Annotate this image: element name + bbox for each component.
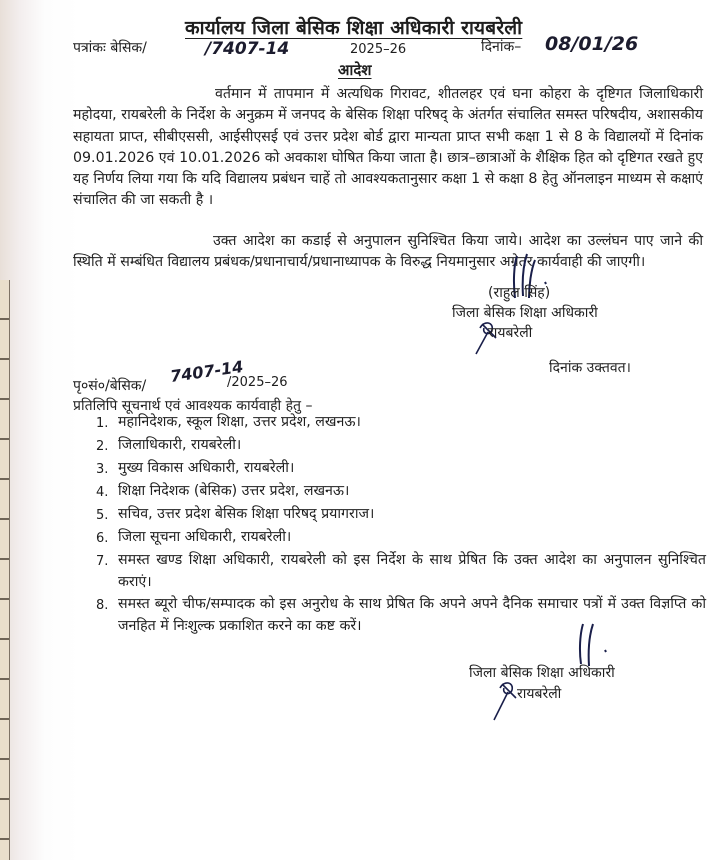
copy-recipient-list [96, 412, 706, 639]
list-item: 2. जिलाधिकारी, रायबरेली। [96, 436, 242, 454]
ref-number-handwritten: /7407-14 [205, 39, 290, 59]
list-item: 1. महानिदेशक, स्कूल शिक्षा, उत्तर प्रदेश, लखनऊ। [96, 414, 361, 431]
copy-ref-label: पृ०सं०/बेसिक/ [73, 378, 147, 394]
signatory-designation-1: जिला बेसिक शिक्षा अधिकारी [452, 305, 598, 321]
list-item: 8. समस्त ब्यूरो चीफ/सम्पादक को इस अनुरोध के साथ प्रेषित कि अपने अपने दैनिक समाचार पत्रों में उक्त विज्ञप्ति को जनहित में निःशुल्क प्रकाशित करने का कष्ट करें। [96, 596, 706, 635]
ref-year: 2025–26 [350, 42, 407, 57]
list-item: 5. सचिव, उत्तर प्रदेश बेसिक शिक्षा परिषद् प्रयागराज। [96, 505, 375, 523]
list-item: 4. शिक्षा निदेशक (बेसिक) उत्तर प्रदेश, लखनऊ। [96, 482, 350, 500]
order-paragraph-1: वर्तमान में तापमान में अत्यधिक गिरावट, शीतलहर एवं घना कोहरा के दृष्टिगत जिलाधिकारी महोदया, रायबरेली के निर्देश के अनुक्रम में जनपद के बेसिक शिक्षा परिषद् के अंतर्गत संचालित समस्त परिषदीय, अशासकीय सहायता प्राप्त, सीबीएससी, आईसीएसई एवं उत्तर प्रदेश बोर्ड द्वारा मान्यता प्राप्त सभी कक्षा 1 से 8 के विद्यालयों में दिनांक 09.01.2026 एवं 10.01.2026 को अवकाश घोषित किया जाता है। छात्र–छात्राओं के शैक्षिक हित को दृष्टिगत रखते हुए यह निर्णय लिया गया कि यदि विद्यालय प्रबंधन चाहें तो आवश्यकतानुसार कक्षा 1 से कक्षा 8 हेतु ऑनलाइन माध्यम से कक्षाएं संचालित की जा सकती है । [73, 86, 704, 209]
list-item: 3. मुख्य विकास अधिकारी, रायबरेली। [96, 459, 295, 477]
signatory-location-1: रायबरेली [488, 325, 533, 341]
copy-heading: प्रतिलिपि सूचनार्थ एवं आवश्यक कार्यवाही हेतु – [73, 398, 313, 414]
copy-ref-year: /2025–26 [227, 375, 288, 390]
order-heading: आदेश [338, 61, 372, 79]
order-paragraph-2: उक्त आदेश का कडाई से अनुपालन सुनिश्चित किया जाये। आदेश का उल्लंघन पाए जाने की स्थिति में सम्बंधित विद्यालय प्रबंधक/प्रधानाचार्य/प्रधानाध्यापक के विरुद्ध नियमानुसार अग्रेतर कार्यवाही की जाएगी। [73, 233, 703, 271]
binder-edge [0, 280, 10, 860]
date-handwritten: 08/01/26 [545, 33, 639, 55]
list-item: 6. जिला सूचना अधिकारी, रायबरेली। [96, 528, 292, 546]
signatory-location-2: रायबरेली [517, 686, 562, 702]
signatory-designation-2: जिला बेसिक शिक्षा अधिकारी [469, 665, 615, 681]
signatory-name: (राहुल सिंह) [488, 285, 551, 301]
date-label: दिनांक– [481, 39, 522, 55]
list-item: 7. समस्त खण्ड शिक्षा अधिकारी, रायबरेली को इस निर्देश के साथ प्रेषित कि उक्त आदेश का अनुपालन सुनिश्चित कराएं। [96, 551, 706, 590]
ref-label: पत्रांकः बेसिक/ [73, 40, 147, 56]
copy-ref-number-handwritten: 7407-14 [169, 356, 245, 387]
date-same-as-above: दिनांक उक्तवत। [549, 360, 631, 376]
office-title: कार्यालय जिला बेसिक शिक्षा अधिकारी रायबरेली [185, 17, 523, 39]
